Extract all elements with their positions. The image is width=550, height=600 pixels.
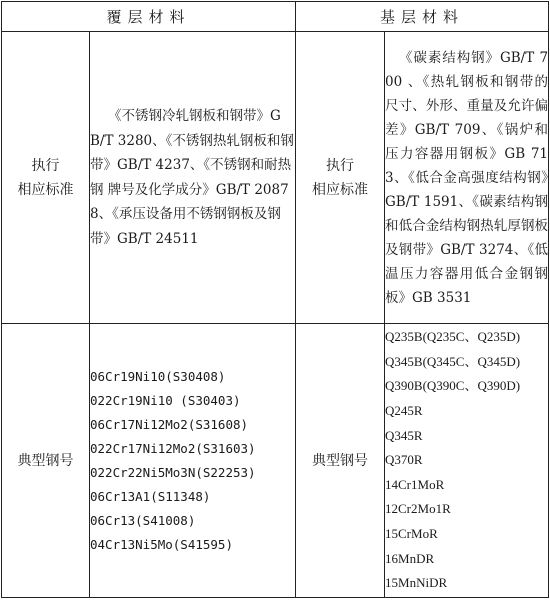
list-item: Q345R — [385, 427, 423, 443]
list-item: Q245R — [385, 403, 423, 419]
list-item: 04Cr13Ni5Mo(S41595) — [90, 536, 233, 552]
list-item: 06Cr17Ni12Mo2(S31608) — [90, 416, 249, 432]
label-line-1: 执行 — [31, 157, 60, 174]
list-item: 15MnNiDR — [385, 575, 448, 591]
cladding-material-header: 覆层材料 — [2, 2, 296, 32]
base-standards-paragraph: 《碳素结构钢》GB/T 700 、《热轧钢板和钢带的尺寸、外形、重量及允许偏差》GB/T 709、《锅炉和压力容器用钢板》GB 713、《低合金高强度结构钢》GB/T 1591、《碳素结构钢和低合金结构钢热轧厚钢板及钢带》GB/T 3274、《低温压力容器用低合金钢钢板》GB 3531 — [385, 49, 549, 306]
base-standards-label — [296, 32, 385, 324]
base-grades-list — [385, 324, 549, 598]
base-material-header: 基层材料 — [296, 2, 549, 32]
cladding-grades-label: 典型钢号 — [2, 324, 90, 598]
list-item: 022Cr19Ni10 (S30403) — [90, 392, 241, 408]
list-item: Q390B(Q390C、Q390D) — [385, 378, 521, 394]
list-item: Q370R — [385, 452, 423, 468]
label-line-1: 执行 — [326, 157, 355, 174]
list-item: 06Cr13(S41008) — [90, 512, 196, 528]
list-item: 06Cr19Ni10(S30408) — [90, 368, 226, 384]
list-item: 14Cr1MoR — [385, 476, 445, 492]
cladding-standards-text: 《不锈钢冷轧钢板和钢带》GB/T 3280、《不锈钢热轧钢板和钢带》GB/T 4237、《不锈钢和耐热钢 牌号及化学成分》GB/T 20878、《承压设备用不锈钢钢板及钢带》GB/T 24511 — [90, 32, 296, 324]
header-row — [2, 2, 549, 32]
base-standards-text — [385, 32, 549, 324]
list-item: 022Cr17Ni12Mo2(S31603) — [90, 440, 256, 456]
list-item: Q235B(Q235C、Q235D) — [385, 329, 521, 345]
list-item: 12Cr2Mo1R — [385, 501, 451, 517]
grades-row — [2, 324, 549, 598]
list-item: 16MnDR — [385, 550, 435, 566]
base-grades-label: 典型钢号 — [296, 324, 385, 598]
list-item: Q345B(Q345C、Q345D) — [385, 353, 521, 369]
label-line-2: 相应标准 — [312, 181, 369, 198]
cladding-standards-label — [2, 32, 90, 324]
materials-table — [1, 1, 549, 598]
list-item: 022Cr22Ni5Mo3N(S22253) — [90, 464, 256, 480]
label-line-2: 相应标准 — [17, 181, 74, 198]
standards-row — [2, 32, 549, 324]
list-item: 15CrMoR — [385, 525, 438, 541]
cladding-grades-list — [90, 324, 296, 598]
list-item: 06Cr13A1(S11348) — [90, 488, 211, 504]
